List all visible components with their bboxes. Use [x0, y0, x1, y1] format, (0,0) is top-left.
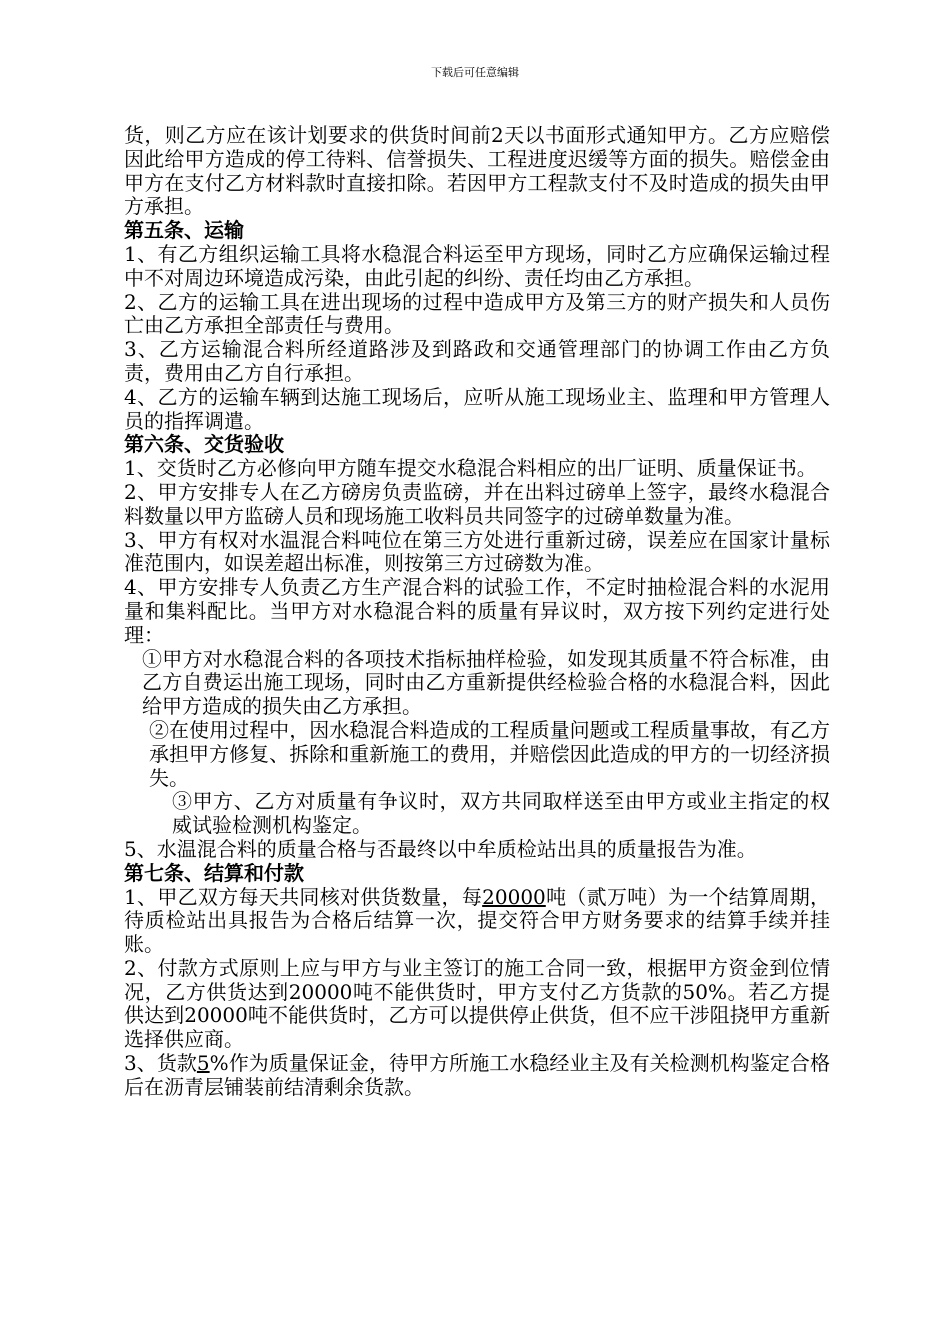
- article-6-item-1: 1、交货时乙方必修向甲方随车提交水稳混合料相应的出厂证明、质量保证书。: [124, 456, 817, 481]
- article-6-sub-1: ①甲方对水稳混合料的各项技术指标抽样检验，如发现其质量不符合标准，由乙方自费运出施工现场，同时由乙方重新提供经检验合格的水稳混合料，因此给甲方造成的损失由乙方承担。: [142, 646, 830, 719]
- settlement-amount: 20000: [482, 884, 546, 909]
- article-5-item-4: 4、乙方的运输车辆到达施工现场后，应听从施工现场业主、监理和甲方管理人员的指挥调遣。: [124, 384, 830, 433]
- guarantee-percent: 5: [196, 1051, 210, 1076]
- article-7-item-3: [124, 1052, 830, 1100]
- article-7-item-3-pre: 3、货款: [124, 1051, 197, 1076]
- article-7-item-1: [124, 886, 830, 957]
- article-6-item-4: 4、甲方安排专人负责乙方生产混合料的试验工作，不定时抽检混合料的水泥用量和集料配比。当甲方对水稳混合料的质量有异议时，双方按下列约定进行处理：: [124, 575, 830, 647]
- article-6-title: 第六条、交货验收: [124, 432, 284, 457]
- article-5-item-2: 2、乙方的运输工具在进出现场的过程中造成甲方及第三方的财产损失和人员伤亡由乙方承担全部责任与费用。: [124, 289, 830, 338]
- article-7-item-3-post: %作为质量保证金，待甲方所施工水稳经业主及有关检测机构鉴定合格后在沥青层铺装前结清剩余货款。: [124, 1051, 830, 1099]
- page-header: 下载后可任意编辑: [431, 66, 519, 79]
- article-6-sub-3: ③甲方、乙方对质量有争议时，双方共同取样送至由甲方或业主指定的权威试验检测机构鉴定。: [172, 789, 830, 838]
- article-6-item-5: 5、水温混合料的质量合格与否最终以中牟质检站出具的质量报告为准。: [124, 836, 757, 861]
- intro-paragraph: 货，则乙方应在该计划要求的供货时间前2天以书面形式通知甲方。乙方应赔偿因此给甲方造成的停工待料、信誉损失、工程进度迟缓等方面的损失。赔偿金由甲方在支付乙方材料款时直接扣除。若因甲方工程款支付不及时造成的损失由甲方承担。: [124, 123, 830, 219]
- article-7-item-1-pre: 1、甲乙双方每天共同核对供货数量，每: [124, 884, 483, 909]
- article-6-item-2: 2、甲方安排专人在乙方磅房负责监磅，并在出料过磅单上签字，最终水稳混合料数量以甲方监磅人员和现场施工收料员共同签字的过磅单数量为准。: [124, 479, 830, 528]
- article-7-title: 第七条、结算和付款: [124, 860, 304, 885]
- article-6-sub-2: ②在使用过程中，因水稳混合料造成的工程质量问题或工程质量事故，有乙方承担甲方修复、拆除和重新施工的费用，并赔偿因此造成的甲方的一切经济损失。: [149, 717, 830, 790]
- article-7-item-2: 2、付款方式原则上应与甲方与业主签订的施工合同一致，根据甲方资金到位情况，乙方供货达到20000吨不能供货时，甲方支付乙方货款的50%。若乙方提供达到20000吨不能供货时，乙方可以提供停止供货，但不应干涉阻挠甲方重新选择供应商。: [124, 955, 830, 1052]
- article-5-title: 第五条、运输: [124, 218, 244, 243]
- article-6-item-3: 3、甲方有权对水温混合料吨位在第三方处进行重新过磅，误差应在国家计量标准范围内，如误差超出标准，则按第三方过磅数为准。: [124, 527, 830, 576]
- article-5-item-3: 3、乙方运输混合料所经道路涉及到路政和交通管理部门的协调工作由乙方负责，费用由乙方自行承担。: [124, 337, 830, 385]
- document-body: [124, 124, 830, 1100]
- article-5-item-1: 1、有乙方组织运输工具将水稳混合料运至甲方现场，同时乙方应确保运输过程中不对周边环境造成污染，由此引起的纠纷、责任均由乙方承担。: [124, 241, 830, 290]
- article-7-item-1-post: 吨（贰万吨）为一个结算周期，待质检站出具报告为合格后结算一次，提交符合甲方财务要求的结算手续并挂账。: [124, 884, 830, 957]
